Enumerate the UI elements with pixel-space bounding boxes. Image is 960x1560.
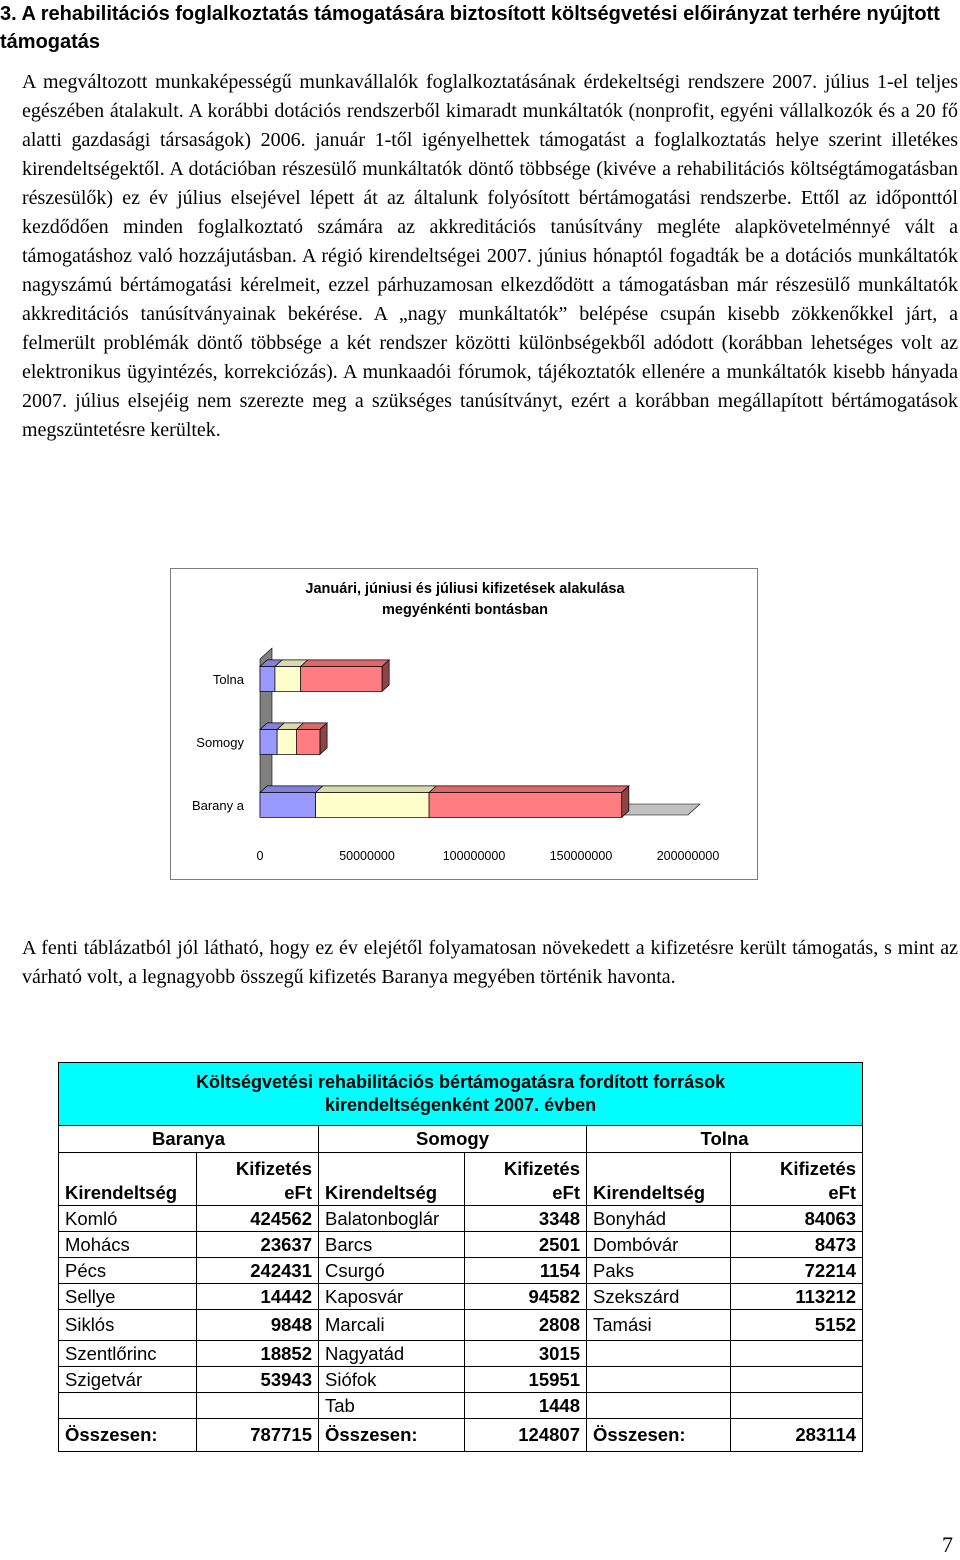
payment-cell: 2501 xyxy=(465,1232,587,1258)
col-header-payment-line1: Kifizetés xyxy=(235,1158,312,1179)
payment-cell: 113212 xyxy=(731,1284,863,1310)
col-header-payment-line2: eFt xyxy=(284,1182,312,1203)
bar-tolna-2 xyxy=(301,667,382,692)
office-cell: Paks xyxy=(587,1258,731,1284)
payment-cell xyxy=(197,1393,319,1419)
payment-cell: 9848 xyxy=(197,1310,319,1341)
office-cell: Szekszárd xyxy=(587,1284,731,1310)
office-cell: Tab xyxy=(319,1393,465,1419)
payment-cell xyxy=(731,1367,863,1393)
payment-cell: 5152 xyxy=(731,1310,863,1341)
office-cell: Sellye xyxy=(59,1284,197,1310)
office-cell: Balatonboglár xyxy=(319,1206,465,1232)
table-row xyxy=(59,1258,863,1284)
payment-cell: 242431 xyxy=(197,1258,319,1284)
payment-cell xyxy=(731,1341,863,1367)
col-header-office: Kirendeltség xyxy=(587,1153,731,1206)
col-header-office: Kirendeltség xyxy=(59,1153,197,1206)
office-cell: Tamási xyxy=(587,1310,731,1341)
office-cell: Szentlőrinc xyxy=(59,1341,197,1367)
summary-paragraph: A fenti táblázatból jól látható, hogy ez év elejétől folyamatosan növekedett a kifizetésre került támogatás, s mint az várható volt, a legnagyobb összegű kifizetés Baranya megyében történik havonta. xyxy=(22,937,958,988)
office-cell xyxy=(587,1367,731,1393)
table-row xyxy=(59,1341,863,1367)
funding-table xyxy=(58,1062,863,1452)
category-label-tolna: Tolna xyxy=(212,672,244,687)
chart-title-line2: megyénkénti bontásban xyxy=(382,602,548,618)
category-label-somogy: Somogy xyxy=(196,735,244,750)
office-cell xyxy=(587,1341,731,1367)
office-cell xyxy=(587,1393,731,1419)
col-header-payment xyxy=(465,1153,587,1206)
intro-paragraph: A megváltozott munkaképességű munkavállalók foglalkoztatásának érdekeltségi rendszere 2007. július 1-el teljes egészében átalakult. A korábbi dotációs rendszerből kimaradt munkáltatók (nonprofit, egyéni vállalkozók és a 20 fő alatti gazdasági társaságok) 2006. január 1-től igényelhettek támogatást a foglalkoztatás helye szerint illetékes kirendeltségektől. A dotációban részesülő munkáltatók döntő többsége (kivéve a rehabilitációs költségtámogatásban részesülők) ez év július elsejével lépett át az általunk folyósított bértámogatási rendszerbe. Ettől az időponttól kezdődően minden foglalkoztató számára az akkreditációs tanúsítvány megléte alapkövetelménnyé vált a támogatáshoz való hozzájutásban. A régió kirendeltségei 2007. június hónaptól fogadták be a dotációs munkáltatók nagyszámú bértámogatási kérelmeit, ezzel párhuzamosan elkezdődött a támogatásban már részesülő munkáltatók akkreditációs tanúsítványainak bekérése. A „nagy munkáltatók” belépése csupán kisebb zökkenőkkel járt, a felmerült problémák döntő többsége a két rendszer közötti különbségekből adódott (korábban lehetséges volt az elektronikus ügyintézés, korrekciózás). A munkaadói fórumok, tájékoztatók ellenére a munkáltatók kisebb hányada 2007. július elsejéig nem szerezte meg a szükséges tanúsítványt, ezért a korábban megállapított bértámogatások megszüntetésre kerültek. xyxy=(22,71,958,441)
bar-top-tolna-2 xyxy=(301,660,390,667)
page-number: 7 xyxy=(942,1532,953,1557)
office-cell: Dombóvár xyxy=(587,1232,731,1258)
total-value: 124807 xyxy=(465,1419,587,1452)
table-title-line2: kirendeltségenként 2007. évben xyxy=(324,1095,597,1115)
office-cell: Csurgó xyxy=(319,1258,465,1284)
x-tick-label: 0 xyxy=(256,849,264,863)
category-label-baranya: Barany a xyxy=(191,798,244,813)
x-tick-label: 200000000 xyxy=(656,849,720,863)
col-header-office: Kirendeltség xyxy=(319,1153,465,1206)
section-heading: 3. A rehabilitációs foglalkoztatás támogatására biztosított költségvetési előirányzat terhére nyújtott támogatás xyxy=(0,3,940,53)
funding-table-wrap xyxy=(58,1062,863,1452)
table-row xyxy=(59,1367,863,1393)
chart-plot xyxy=(171,569,759,881)
payment-cell: 1154 xyxy=(465,1258,587,1284)
table-title xyxy=(59,1063,863,1126)
payment-cell xyxy=(731,1393,863,1419)
office-cell: Bonyhád xyxy=(587,1206,731,1232)
office-cell: Komló xyxy=(59,1206,197,1232)
col-header-payment-line1: Kifizetés xyxy=(780,1158,857,1179)
payment-cell: 94582 xyxy=(465,1284,587,1310)
table-row xyxy=(59,1310,863,1341)
table-row xyxy=(59,1284,863,1310)
payment-cell: 2808 xyxy=(465,1310,587,1341)
payment-cell: 18852 xyxy=(197,1341,319,1367)
total-label: Összesen: xyxy=(587,1419,731,1452)
payment-cell: 53943 xyxy=(197,1367,319,1393)
total-value: 787715 xyxy=(197,1419,319,1452)
bar-top-baranya-1 xyxy=(316,786,437,793)
col-header-payment-line2: eFt xyxy=(828,1182,857,1203)
office-cell: Marcali xyxy=(319,1310,465,1341)
bar-tolna-1 xyxy=(275,667,301,692)
col-header-payment xyxy=(731,1153,863,1206)
office-cell: Pécs xyxy=(59,1258,197,1284)
payment-cell: 1448 xyxy=(465,1393,587,1419)
total-value: 283114 xyxy=(731,1419,863,1452)
bar-baranya-1 xyxy=(316,793,429,818)
bar-baranya-0 xyxy=(260,793,316,818)
col-header-payment-line2: eFt xyxy=(552,1182,580,1203)
office-cell xyxy=(59,1393,197,1419)
table-row xyxy=(59,1232,863,1258)
payment-cell: 424562 xyxy=(197,1206,319,1232)
office-cell: Nagyatád xyxy=(319,1341,465,1367)
office-cell: Szigetvár xyxy=(59,1367,197,1393)
bar-tolna-0 xyxy=(260,667,275,692)
total-label: Összesen: xyxy=(319,1419,465,1452)
office-cell: Kaposvár xyxy=(319,1284,465,1310)
totals-row xyxy=(59,1419,863,1452)
col-header-payment-line1: Kifizetés xyxy=(503,1158,580,1179)
bar-top-baranya-0 xyxy=(260,786,323,793)
table-title-line1: Költségvetési rehabilitációs bértámogatásra fordított források xyxy=(195,1072,726,1092)
payment-cell: 3348 xyxy=(465,1206,587,1232)
payment-cell: 72214 xyxy=(731,1258,863,1284)
col-header-payment xyxy=(197,1153,319,1206)
total-label: Összesen: xyxy=(59,1419,197,1452)
table-row xyxy=(59,1393,863,1419)
bar-top-baranya-2 xyxy=(429,786,629,793)
county-header-somogy: Somogy xyxy=(319,1126,587,1153)
payment-cell: 14442 xyxy=(197,1284,319,1310)
x-tick-label: 50000000 xyxy=(339,849,395,863)
county-header-baranya: Baranya xyxy=(59,1126,319,1153)
table-row xyxy=(59,1206,863,1232)
payment-cell: 23637 xyxy=(197,1232,319,1258)
office-cell: Barcs xyxy=(319,1232,465,1258)
office-cell: Siófok xyxy=(319,1367,465,1393)
x-tick-label: 100000000 xyxy=(442,849,506,863)
office-cell: Mohács xyxy=(59,1232,197,1258)
payment-cell: 3015 xyxy=(465,1341,587,1367)
payment-cell: 84063 xyxy=(731,1206,863,1232)
x-tick-label: 150000000 xyxy=(549,849,613,863)
bar-baranya-2 xyxy=(429,793,622,818)
bar-somogy-0 xyxy=(260,730,277,755)
chart-title-line1: Januári, júniusi és júliusi kifizetések alakulása xyxy=(305,581,625,597)
payment-cell: 8473 xyxy=(731,1232,863,1258)
bar-somogy-2 xyxy=(296,730,320,755)
bar-somogy-1 xyxy=(277,730,296,755)
office-cell: Siklós xyxy=(59,1310,197,1341)
payment-cell: 15951 xyxy=(465,1367,587,1393)
payments-chart xyxy=(170,568,758,880)
county-header-tolna: Tolna xyxy=(587,1126,863,1153)
